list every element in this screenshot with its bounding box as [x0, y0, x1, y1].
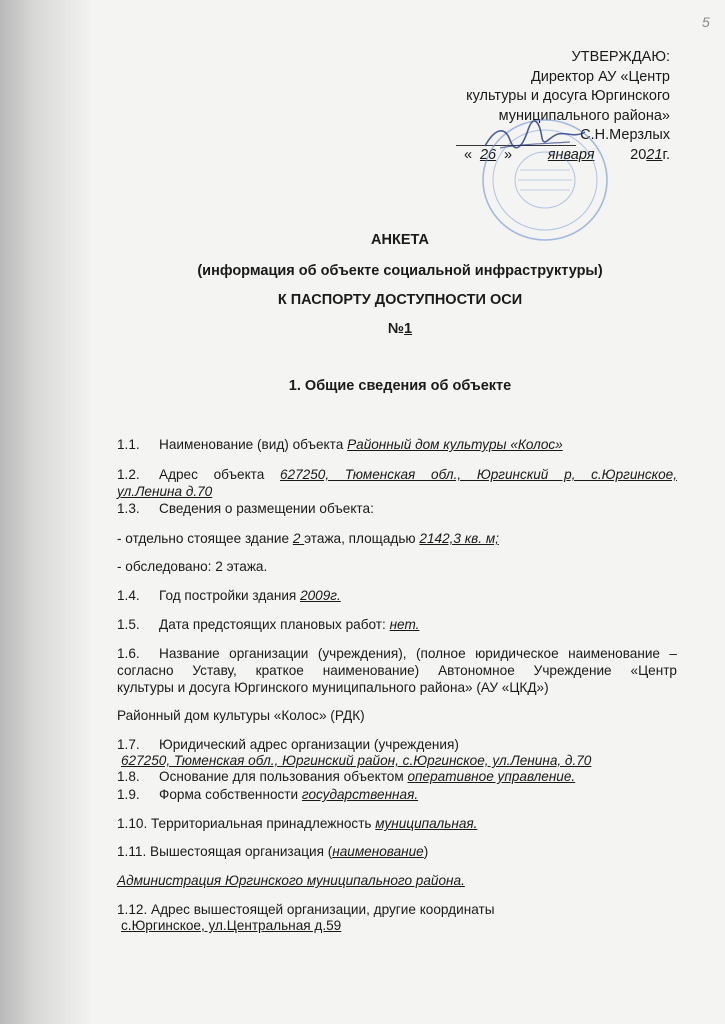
date-quote-close: » — [504, 146, 513, 163]
passport-title-text: К ПАСПОРТУ ДОСТУПНОСТИ ОСИ — [277, 292, 523, 308]
item-number: 1.4. — [117, 588, 140, 603]
item-1-3-line1 — [117, 530, 677, 547]
item-number: 1.8. — [117, 769, 140, 784]
item-1-11-value — [117, 872, 677, 889]
page-edge-shadow — [0, 0, 90, 1024]
item-text: - отдельно стоящее здание — [117, 531, 293, 546]
item-number: 1.5. — [117, 617, 140, 632]
item-value: Администрация Юргинского муниципального района. — [117, 873, 465, 888]
item-text: Название организации (учреждения), (полное юридическое наименование – — [159, 646, 677, 661]
item-number: 1.3. — [117, 501, 140, 516]
item-number: 1.1. — [117, 437, 140, 452]
item-label: Наименование (вид) объекта — [159, 437, 348, 452]
item-value: 627250, Тюменская обл., Юргинский район, с.Юргинское, ул.Ленина, д.70 — [121, 753, 592, 768]
doc-subtitle: (информация об объекте социальной инфраструктуры) — [197, 263, 603, 279]
item-1-4 — [117, 587, 677, 604]
item-1-6 — [117, 645, 677, 662]
item-label: 1.12. Адрес вышестоящей организации, другие координаты — [117, 902, 495, 917]
item-label: Дата предстоящих плановых работ: — [159, 617, 390, 632]
item-1-8 — [117, 768, 677, 785]
date-month: января — [547, 146, 595, 163]
item-value: нет. — [389, 617, 420, 632]
page-number: 5 — [702, 14, 710, 30]
signer-name: С.Н.Мерзлых — [580, 127, 670, 143]
date-quote-open: « — [463, 146, 473, 163]
item-1-6-line2: согласно Уставу, краткое наименование) Автономное Учреждение «Центр — [117, 663, 677, 678]
item-1-1 — [117, 436, 677, 453]
item-value: ул.Ленина д.70 — [117, 484, 213, 499]
item-number: 1.6. — [117, 646, 140, 661]
item-1-11 — [117, 843, 677, 860]
item-value: государственная. — [301, 787, 419, 802]
item-label: Адрес объекта — [159, 467, 280, 482]
item-1-2 — [117, 466, 677, 483]
item-1-12-value — [121, 917, 681, 934]
date-day: 26 — [479, 146, 497, 163]
date-year-prefix: 20 — [630, 146, 647, 163]
director-signature — [480, 118, 590, 158]
item-label-end: ) — [423, 844, 429, 859]
date-year-suffix: 21 — [646, 146, 663, 163]
item-1-6-line3: культуры и досуга Юргинского муниципального района» (АУ «ЦКД») — [117, 680, 549, 695]
item-label: Основание для пользования объектом — [159, 769, 408, 784]
item-value: с.Юргинское, ул.Центральная д.59 — [121, 918, 342, 933]
approval-line-3: культуры и досуга Юргинского — [466, 88, 670, 104]
item-label-underlined: наименование — [332, 844, 424, 859]
item-1-7 — [117, 736, 677, 753]
doc-passport-title — [90, 292, 710, 308]
item-value: 2009г. — [300, 588, 341, 603]
item-1-3-line2: - обследовано: 2 этажа. — [117, 559, 268, 574]
approval-line-4: муниципального района» — [498, 107, 670, 124]
item-1-12 — [117, 901, 677, 918]
item-label: Форма собственности — [159, 787, 302, 802]
item-number: 1.7. — [117, 737, 140, 752]
doc-number — [90, 321, 710, 337]
item-1-10 — [117, 815, 677, 832]
item-label: Год постройки здания — [159, 588, 301, 603]
doc-number-value: 1 — [404, 321, 413, 337]
item-label: 1.10. Территориальная принадлежность — [117, 816, 376, 831]
item-1-7-value — [121, 752, 681, 769]
doc-title: АНКЕТА — [371, 232, 429, 248]
approval-line-2: Директор АУ «Центр — [530, 68, 670, 85]
item-1-5 — [117, 616, 677, 633]
item-value: 2142,3 кв. м; — [419, 531, 499, 546]
item-1-3 — [117, 500, 677, 517]
item-1-9 — [117, 786, 677, 803]
item-value: муниципальная. — [375, 816, 478, 831]
item-1-6-line4: Районный дом культуры «Колос» (РДК) — [117, 708, 365, 723]
doc-number-prefix: № — [387, 321, 405, 337]
item-label: Юридический адрес организации (учреждения) — [159, 737, 459, 752]
approval-line-1: УТВЕРЖДАЮ: — [571, 49, 670, 65]
date-year-end: г. — [662, 146, 670, 163]
item-label: 1.11. Вышестоящая организация ( — [117, 844, 333, 859]
item-text: этажа, площадью — [304, 531, 420, 546]
item-value: Районный дом культуры «Колос» — [347, 437, 563, 452]
item-1-2-cont — [117, 483, 677, 500]
item-number: 1.9. — [117, 787, 140, 802]
section-heading: 1. Общие сведения об объекте — [288, 378, 512, 394]
item-label: Сведения о размещении объекта: — [159, 501, 374, 516]
item-number: 1.2. — [117, 467, 140, 482]
item-value: 2 — [292, 531, 305, 546]
item-value: 627250, Тюменская обл., Юргинский р, с.Юргинское, — [280, 467, 677, 482]
item-value: оперативное управление. — [407, 769, 576, 784]
